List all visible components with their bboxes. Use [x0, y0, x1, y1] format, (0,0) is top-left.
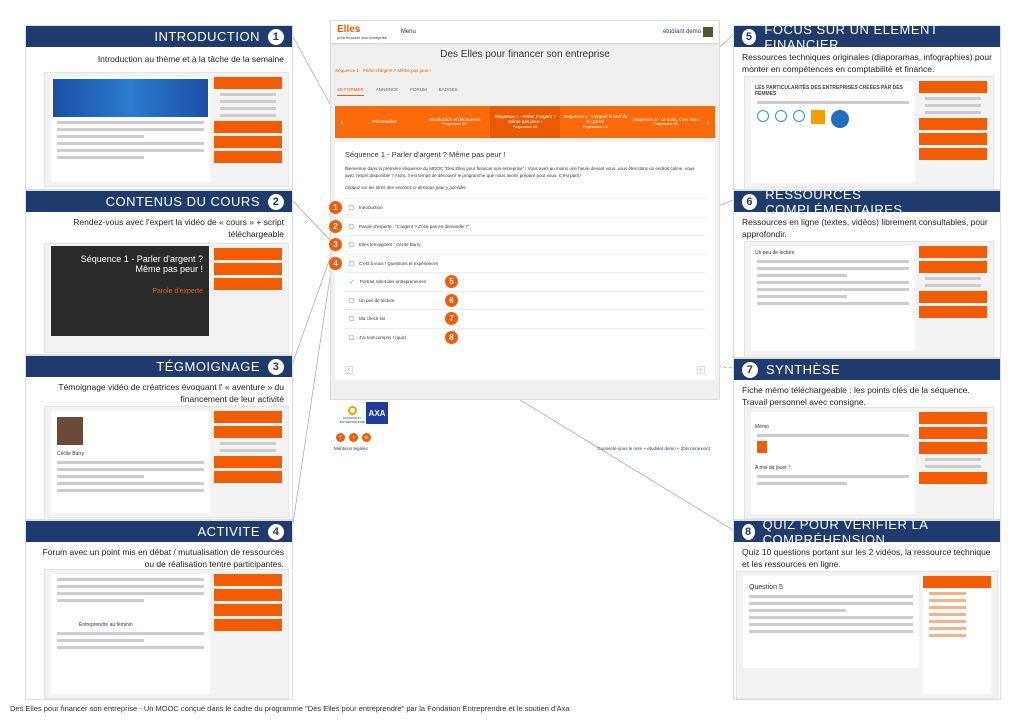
user-menu[interactable]: etudiant demo	[662, 29, 701, 35]
memo-title: Mémo	[755, 424, 769, 430]
panel-header	[734, 359, 1000, 380]
memo-screenshot	[744, 407, 994, 519]
avatar[interactable]	[703, 27, 713, 37]
course-tabs	[337, 87, 719, 96]
sequence-carousel	[335, 106, 715, 138]
video-screenshot	[44, 243, 289, 353]
step-number: 4	[268, 524, 284, 540]
prev-button[interactable]: ‹	[345, 366, 353, 374]
sequence-item[interactable]: Introduction et découverte Progression 0/4	[428, 116, 481, 126]
infographic-caption: Des Elles pour financer son entreprise - Un MOOC conçue dans le cadre du programme "Des Elles pour entreprendre" par la Fondation Entreprendre et le soutien d'Axa	[10, 704, 570, 713]
panel-description: Fiche mémo téléchargeable : les points clés de la séquence. Travail personnel avec consigne.	[742, 385, 970, 407]
panel-header	[26, 356, 292, 377]
sequence-intro: Bienvenue dans la première séquence du MOOC "Des Elles pour financer son entreprise" ! Vous avez au moins une heure devant vous, vous êtes dans un endroit calme, vous avez l'esprit disponible ? Alors, il est temps de découvrir le programme que nous avons préparé pour vous. C'est parti !	[345, 166, 695, 178]
panel-description: Témoignage vidéo de créatrices évoquant l' « aventure » du financement de leur activité	[58, 382, 284, 404]
tab-se-former[interactable]: SE FORMER	[337, 87, 364, 96]
menu-dropdown[interactable]: Menu	[400, 29, 416, 35]
fondation-entreprendre-logo: FONDATION ENTREPRENDRE	[340, 406, 364, 428]
faces-banner-image	[53, 79, 208, 117]
sequence-item[interactable]: Séquence 3 - La boss, c'est moi ! Progression 0/8	[632, 116, 700, 126]
checkbox[interactable]	[349, 205, 354, 210]
introduction-screenshot	[44, 72, 289, 187]
section-label[interactable]: Portrait robot des entrepreneures	[359, 279, 427, 285]
panel-title: QUIZ POUR VÉRIFIER LA COMPRÉHENSION	[762, 516, 928, 547]
pdf-icon[interactable]	[757, 441, 767, 453]
panel-header	[734, 21, 1000, 52]
sequence-item[interactable]: Présentation	[371, 119, 397, 125]
section-label[interactable]: J'ai tout compris ! (quiz)	[359, 334, 407, 340]
panel-synthese	[733, 358, 1001, 520]
section-label[interactable]: Un peu de lecture	[359, 297, 395, 303]
step-number: 1	[268, 29, 284, 45]
step-marker: 6	[445, 294, 458, 307]
tab-forum[interactable]: FORUM	[410, 87, 427, 92]
section-item[interactable]	[333, 254, 705, 273]
panel-title: RESSOURCES COMPLÉMENTAIRES	[765, 186, 903, 217]
panel-title: TÉGMOIGNAGE	[156, 359, 260, 374]
tab-annonce[interactable]: ANNONCE	[375, 87, 399, 92]
panel-focus	[733, 21, 1001, 190]
panel-contenus	[25, 190, 293, 355]
section-item[interactable]	[345, 272, 705, 291]
sequence-item-current[interactable]: Séquence 1 - Parler d'argent ? Même pas peur ! Progression 1/8	[490, 106, 560, 138]
connected-as[interactable]: Connecté sous le nom « etudiant demo » (Déconnexion)	[597, 446, 710, 451]
panel-header	[734, 186, 1000, 217]
panel-introduction	[25, 25, 293, 190]
section-item[interactable]	[345, 291, 705, 310]
section-item[interactable]	[333, 217, 705, 236]
site-logo[interactable]: Elles pour financer son entreprise	[337, 24, 387, 40]
page-footer	[330, 400, 720, 462]
step-marker: 7	[445, 312, 458, 325]
checkbox[interactable]	[349, 242, 354, 247]
facebook-icon[interactable]: f	[336, 433, 345, 442]
resources-screenshot	[744, 241, 994, 356]
checkbox[interactable]	[349, 335, 354, 340]
checkbox[interactable]	[349, 298, 354, 303]
section-label[interactable]: Parole d'experte : "L'argent ? J'ose pas en demander !"	[359, 223, 469, 229]
panel-description: Ressources en ligne (textes, vidéos) librement consultables, pour approfondir.	[742, 217, 988, 239]
panel-title: INTRODUCTION	[154, 29, 260, 44]
section-item[interactable]	[333, 198, 705, 217]
tab-badges[interactable]: BADGES	[438, 87, 458, 92]
panel-description: Rendez-vous avec l'expert la vidéo de « cours » + script téléchargeable	[73, 217, 284, 239]
sequence-title: Séquence 1 - Parler d'argent ? Même pas peur !	[345, 150, 506, 159]
section-item[interactable]	[345, 309, 705, 328]
resources-title: Un peu de lecture	[755, 250, 795, 256]
checkbox[interactable]	[349, 316, 354, 321]
video-subtitle: Parole d'experte	[152, 288, 203, 295]
forum-title: Entreprendre au féminin	[79, 622, 133, 628]
video-player[interactable]	[51, 246, 209, 336]
top-bar	[331, 21, 719, 43]
panel-header	[26, 191, 292, 212]
panel-header	[26, 521, 292, 542]
twitter-icon[interactable]: t	[349, 433, 358, 442]
panel-header	[734, 516, 1000, 547]
page-title: Des Elles pour financer son entreprise	[440, 49, 610, 60]
next-button[interactable]: ›	[697, 366, 705, 374]
step-number: 2	[268, 194, 284, 210]
quiz-screenshot	[736, 571, 998, 699]
course-page	[330, 20, 720, 400]
step-number: 8	[742, 524, 755, 540]
video-title: Séquence 1 - Parler d'argent ? Même pas peur !	[80, 254, 203, 274]
axa-logo: AXA	[366, 402, 388, 424]
panel-description: Introduction au thème et à la tâche de la semaine	[97, 54, 284, 64]
checkbox[interactable]	[349, 224, 354, 229]
panel-title: ACTIVITE	[197, 524, 260, 539]
panel-quiz	[733, 516, 1001, 700]
infographic-title: LES PARTICULARITÉS DES ENTREPRISES CRÉÉES PAR DES FEMMES	[755, 85, 903, 97]
quiz-question-title: Question 5	[749, 584, 783, 591]
panel-title: SYNTHÈSE	[766, 362, 841, 377]
legal-link[interactable]: Mentions légales	[334, 446, 368, 451]
testimony-name: Cécile Barry	[57, 451, 85, 457]
step-number: 6	[742, 194, 757, 210]
step-number: 5	[742, 29, 756, 45]
section-label[interactable]: Ma check-list	[359, 316, 386, 322]
panel-title: CONTENUS DU COURS	[105, 194, 260, 209]
portrait-photo	[57, 417, 83, 445]
section-label[interactable]: Elles témoignent : Cécile Barry	[359, 242, 421, 248]
breadcrumb[interactable]: Séquence 1 - Parler d'argent ? Même pas peur !	[335, 68, 432, 73]
check-icon[interactable]: ✓	[349, 278, 355, 286]
step-marker: 2	[329, 220, 342, 233]
prev-arrow-icon[interactable]: ‹	[340, 117, 344, 127]
panel-description: Ressources techniques originales (diaporamas, infographies) pour monter en compétences en comptabilité et finance.	[742, 52, 992, 74]
step-marker: 5	[445, 275, 458, 288]
linkedin-icon[interactable]: in	[362, 433, 371, 442]
step-number: 7	[742, 362, 758, 378]
section-item[interactable]	[333, 235, 705, 254]
panel-temoignage	[25, 355, 293, 520]
panel-description: Quiz 10 questions portant sur les 2 vidéos, la ressource technique et les ressources en ligne.	[742, 547, 991, 569]
panel-header	[26, 26, 292, 47]
section-label[interactable]: C'est à vous ! Questions et expériences	[359, 260, 439, 266]
checkbox[interactable]	[349, 261, 354, 266]
infographic-screenshot	[744, 76, 994, 188]
memo-activity: A moi de jouer !	[755, 465, 790, 471]
panel-activite	[25, 520, 293, 700]
panel-ressources	[733, 186, 1001, 358]
step-marker: 4	[329, 257, 342, 270]
panel-title: FOCUS SUR UN ÉLÉMENT FINANCIER	[764, 21, 939, 52]
step-number: 3	[268, 359, 284, 375]
step-marker: 8	[445, 331, 458, 344]
testimony-screenshot	[44, 406, 289, 518]
sequence-item[interactable]: Séquence 2 - L'argent le nerf de la guerre Progression 1/8	[563, 113, 628, 129]
section-item[interactable]	[345, 328, 705, 347]
panel-description: Forum avec un point mis en débat / mutualisation de ressources ou de réalisation tentre participantes.	[42, 547, 284, 569]
step-marker: 3	[329, 238, 342, 251]
next-arrow-icon[interactable]: ›	[706, 117, 710, 127]
sequence-hint: Cliquez sur les titres des sections ci-dessous pour y accéder.	[345, 185, 467, 190]
step-marker: 1	[329, 201, 342, 214]
section-label[interactable]: Introduction	[359, 205, 383, 211]
forum-screenshot	[44, 569, 289, 699]
sequence-card	[335, 142, 715, 380]
